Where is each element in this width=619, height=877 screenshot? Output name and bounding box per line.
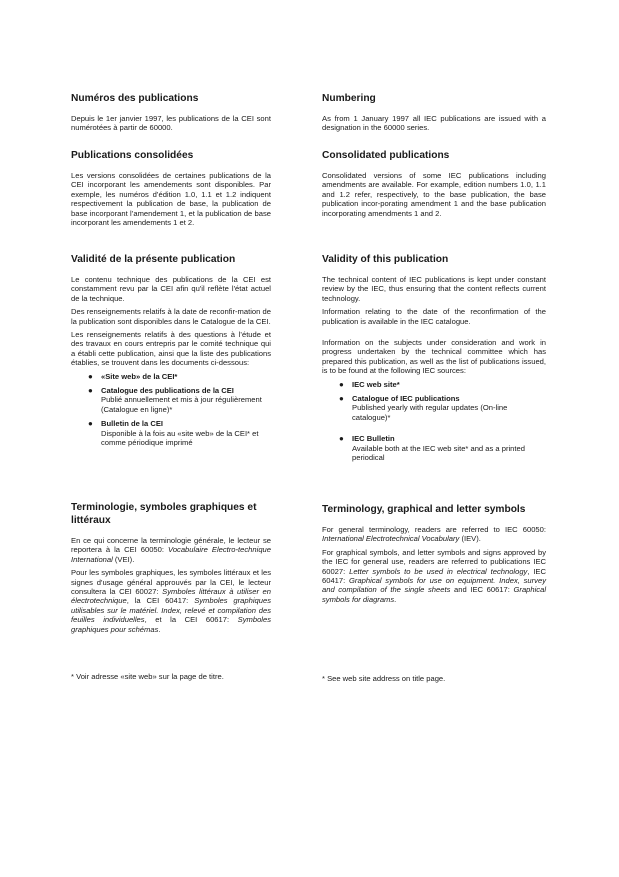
item-description: Available both at the IEC web site* and as a printed periodical <box>352 443 525 463</box>
paragraph: Pour les symboles graphiques, les symboles littéraux et les signes d'usage général approuvés par la CEI, le lecteur consultera la CEI 60027: Symboles littéraux à utiliser en électrotechnique, la CEI 60417: Symboles graphiques utilisables sur le matériel. Index, relevé et compilation des feuilles individuelles, et la CEI 60617: Symboles graphiques pour schémas. <box>71 568 271 634</box>
paragraph: For graphical symbols, and letter symbols and signs approved by the IEC for general use, readers are referred to publications IEC 60027: Letter symbols to be used in electrical technology, IEC 60417: Graphical symbols for use on equipment. Index, survey and compilation of the single sheets and IEC 60617: Graphical symbols for diagrams. <box>322 547 547 604</box>
item-description: Publié annuellement et mis à jour régulièrement (Catalogue en ligne)* <box>101 395 262 414</box>
section-heading: Numbering <box>322 93 376 104</box>
source-list <box>322 380 546 463</box>
consolidated-section-en <box>322 149 546 222</box>
section-heading: Validité de la présente publication <box>71 254 236 265</box>
bullet-icon: ● <box>339 434 344 444</box>
section-heading: Validity of this publication <box>322 254 449 265</box>
bullet-icon: ● <box>339 379 344 389</box>
list-item <box>322 380 546 389</box>
list-item <box>71 372 271 381</box>
source-list <box>71 372 271 448</box>
footnote-fr: * Voir adresse «site web» sur la page de titre. <box>71 672 224 681</box>
section-heading: Publications consolidées <box>71 150 194 161</box>
validity-section-fr <box>71 253 271 453</box>
item-title: Catalogue of IEC publications <box>352 394 460 404</box>
list-item <box>71 386 271 414</box>
bullet-icon: ● <box>88 419 93 429</box>
paragraph: For general terminology, readers are referred to IEC 60050: International Electrotechnical Vocabulary (IEV). <box>322 525 546 544</box>
item-title: IEC web site* <box>352 379 400 389</box>
footnote-en: * See web site address on title page. <box>322 674 446 683</box>
section-heading: Terminologie, symboles graphiques et littéraux <box>71 502 257 526</box>
numbering-section-en <box>322 92 546 137</box>
paragraph: Les renseignements relatifs à des questions à l’étude et des travaux en cours entrepris par le comité technique qui a établi cette publication, ainsi que la liste des publications établies, se trouvent dans les documents ci-dessous: <box>71 330 271 368</box>
item-description: Published yearly with regular updates (On-line catalogue)* <box>352 403 508 422</box>
terminology-section-fr <box>71 501 271 638</box>
item-title: IEC Bulletin <box>352 434 395 444</box>
bullet-icon: ● <box>88 386 93 396</box>
paragraph: En ce qui concerne la terminologie générale, le lecteur se reportera à la CEI 60050: Vocabulaire Electro-technique International (VEI). <box>71 536 271 564</box>
bullet-icon: ● <box>339 394 344 404</box>
item-title: «Site web» de la CEI* <box>101 371 178 381</box>
paragraph: Information on the subjects under consideration and work in progress undertaken by the technical committee which has prepared this publication, as well as the list of publications issued, is to be found at the following IEC sources: <box>322 338 546 376</box>
paragraph: Information relating to the date of the reconfirmation of the publication is available in the IEC catalogue. <box>322 307 546 326</box>
section-heading: Numéros des publications <box>71 93 199 104</box>
paragraph: Des renseignements relatifs à la date de reconfir-mation de la publication sont disponibles dans le Catalogue de la CEI. <box>71 307 271 326</box>
paragraph: Les versions consolidées de certaines publications de la CEI incorporant les amendements sont disponibles. Par exemple, les numéros d’édition 1.0, 1.1 et 1.2 indiquent respectivement la publication de base, la publication de base incorporant l’amendement 1, et la publication de base incorporant les amendements 1 et 2. <box>71 171 271 228</box>
section-heading: Terminology, graphical and letter symbols <box>322 504 526 515</box>
bullet-icon: ● <box>88 371 93 381</box>
paragraph: Depuis le 1er janvier 1997, les publications de la CEI sont numérotées à partir de 60000. <box>71 114 271 133</box>
section-heading: Consolidated publications <box>322 150 450 161</box>
validity-section-en <box>322 253 546 468</box>
paragraph: The technical content of IEC publications is kept under constant review by the IEC, thus ensuring that the content reflects current technology. <box>322 275 546 303</box>
item-description: Disponible à la fois au «site web» de la CEI* et comme périodique imprimé <box>101 428 259 448</box>
paragraph: Consolidated versions of some IEC publications including amendments are available. For example, edition numbers 1.0, 1.1 and 1.2 refer, respectively, to the base publication, the base publication incor-porating amendment 1 and the base publication incorporating amendments 1 and 2. <box>322 171 546 218</box>
item-title: Catalogue des publications de la CEI <box>101 386 234 396</box>
paragraph: Le contenu technique des publications de la CEI est constamment revu par la CEI afin qu'il reflète l'état actuel de la technique. <box>71 275 271 303</box>
list-item <box>322 434 546 462</box>
list-item <box>71 419 271 447</box>
item-title: Bulletin de la CEI <box>101 419 164 429</box>
numbering-section-fr <box>71 92 271 137</box>
terminology-section-en <box>322 503 546 608</box>
paragraph: As from 1 January 1997 all IEC publications are issued with a designation in the 60000 series. <box>322 114 546 133</box>
consolidated-section-fr <box>71 149 271 231</box>
list-item <box>322 394 546 422</box>
